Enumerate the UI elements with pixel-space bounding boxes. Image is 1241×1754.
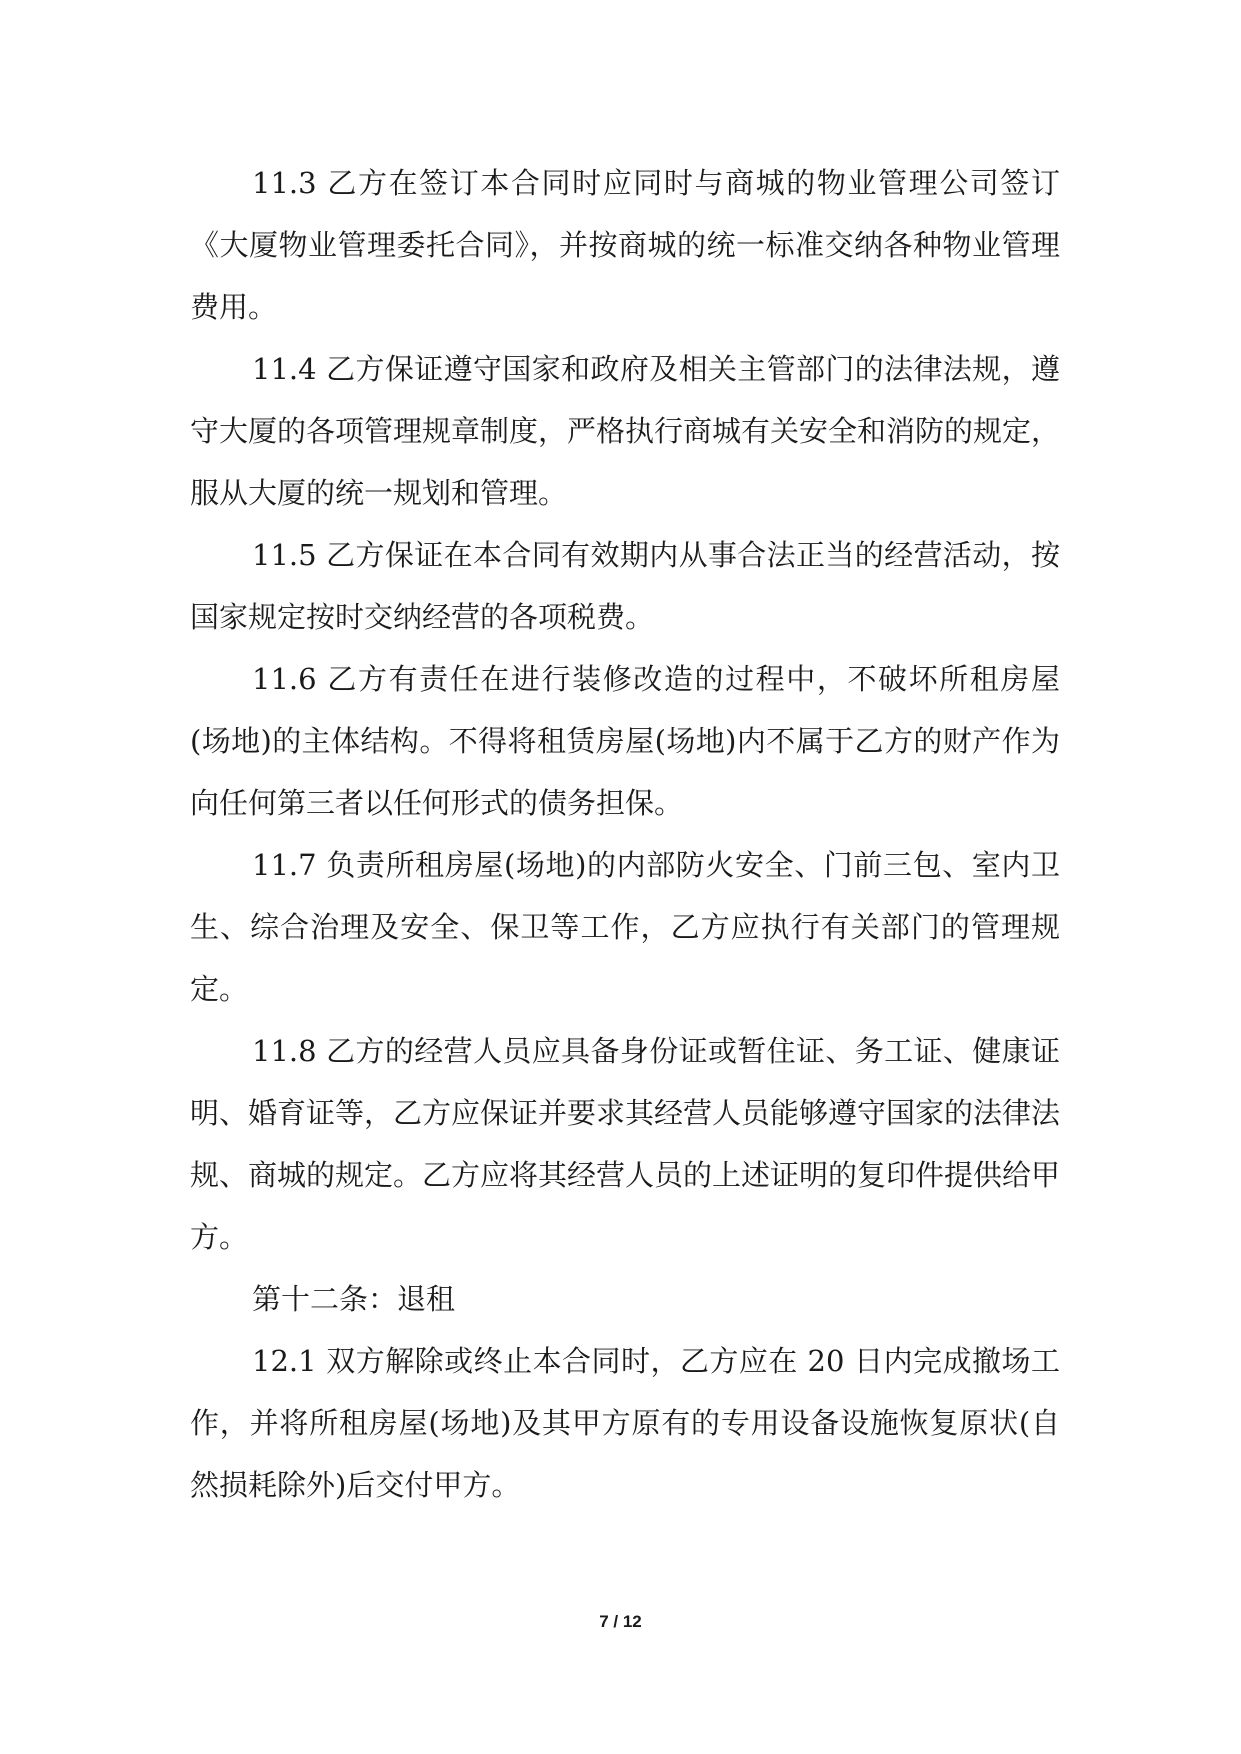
clause-11-7: 11.7 负责所租房屋(场地)的内部防火安全、门前三包、室内卫生、综合治理及安全、保卫等工作，乙方应执行有关部门的管理规定。: [190, 848, 1060, 1006]
clause-11-5: 11.5 乙方保证在本合同有效期内从事合法正当的经营活动，按国家规定按时交纳经营的各项税费。: [190, 538, 1060, 634]
clause-11-8: 11.8 乙方的经营人员应具备身份证或暂住证、务工证、健康证明、婚育证等，乙方应保证并要求其经营人员能够遵守国家的法律法规、商城的规定。乙方应将其经营人员的上述证明的复印件提供给甲方。: [190, 1034, 1061, 1254]
section-heading-12: 第十二条：退租: [252, 1282, 456, 1316]
clause-11-4: 11.4 乙方保证遵守国家和政府及相关主管部门的法律法规，遵守大厦的各项管理规章制度，严格执行商城有关安全和消防的规定，服从大厦的统一规划和管理。: [190, 352, 1061, 510]
document-body: [190, 152, 1060, 1516]
clause-11-3: 11.3 乙方在签订本合同时应同时与商城的物业管理公司签订《大厦物业管理委托合同》，并按商城的统一标准交纳各种物业管理费用。: [190, 166, 1060, 324]
clause-12-1: 12.1 双方解除或终止本合同时，乙方应在 20 日内完成撤场工作，并将所租房屋(场地)及其甲方原有的专用设备设施恢复原状(自然损耗除外)后交付甲方。: [190, 1344, 1060, 1502]
clause-11-6: 11.6 乙方有责任在进行装修改造的过程中，不破坏所租房屋(场地)的主体结构。不得将租赁房屋(场地)内不属于乙方的财产作为向任何第三者以任何形式的债务担保。: [190, 662, 1060, 820]
page-number: 7 / 12: [599, 1612, 642, 1631]
